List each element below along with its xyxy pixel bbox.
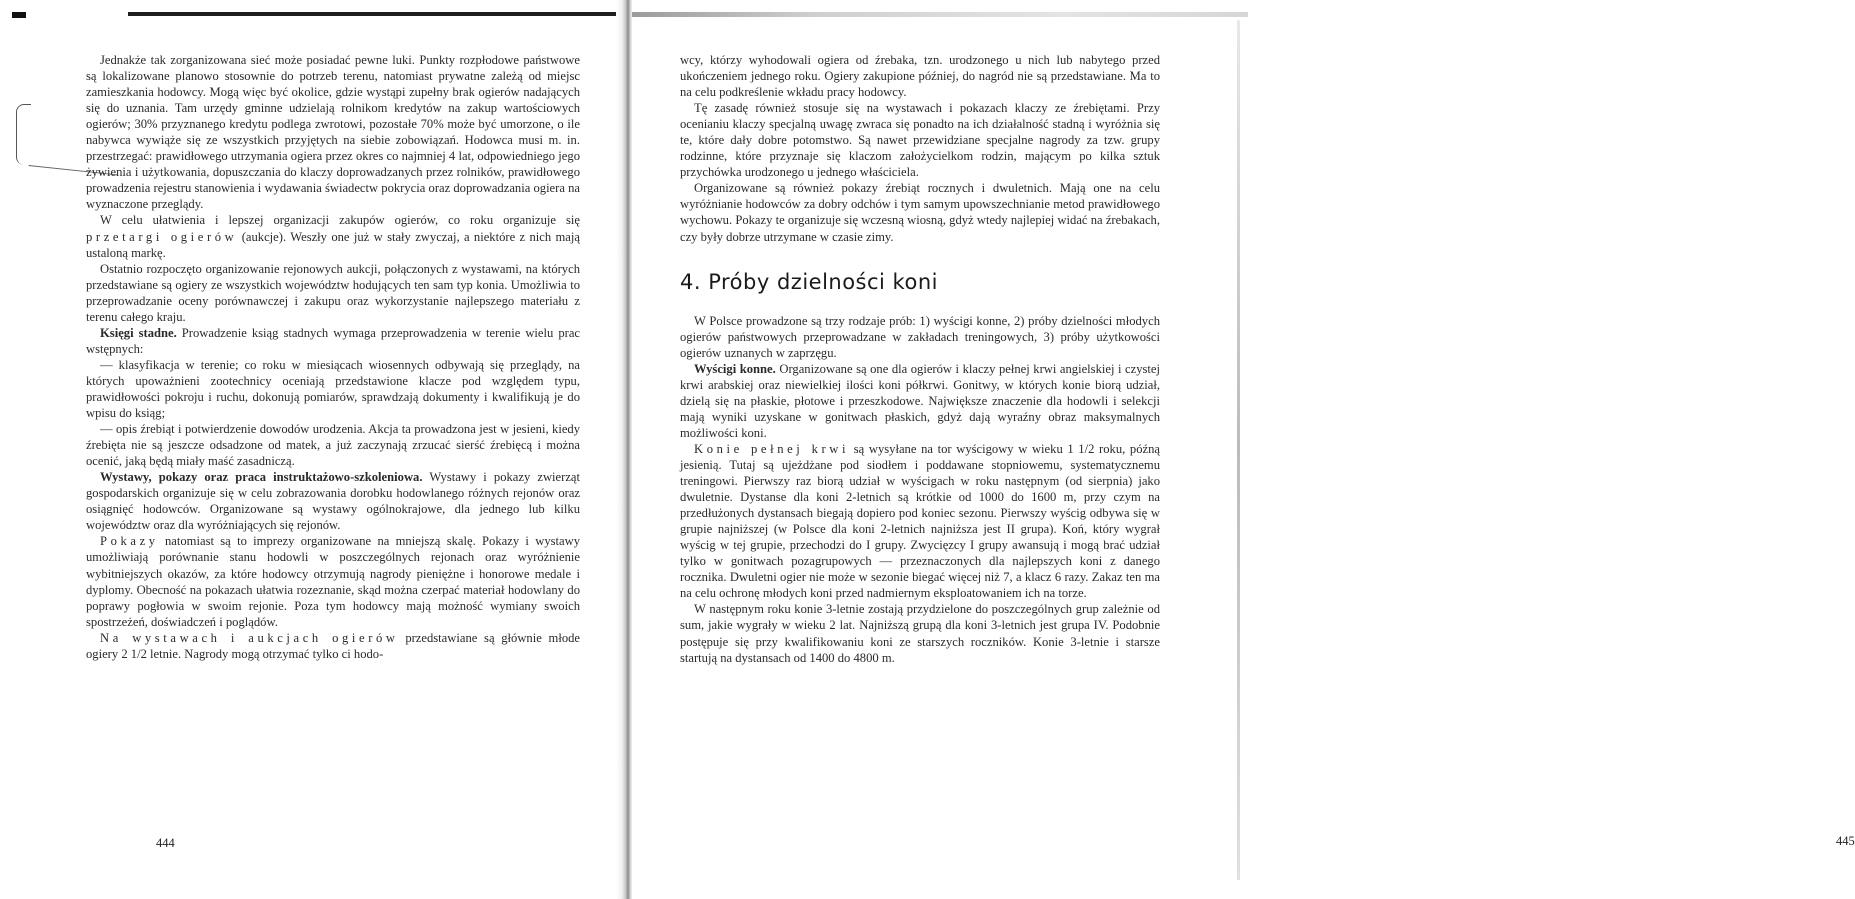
text-run: Prowadzenie ksiąg stadnych wymaga przeprowadzenia w terenie wielu prac wstępnych: <box>86 325 581 356</box>
text-run: Wystawy i pokazy zwierząt gospodarskich organizuje się w celu zobrazowania dorobku hodowlanego różnych rejonów oraz osiągnięć hodowców. Organizowane są wystawy ogólnokrajowe, dla jednego lub kilku województw oraz dla wyróżniających się rejonów. <box>86 470 581 533</box>
paragraph <box>680 441 1160 601</box>
paragraph <box>86 325 580 357</box>
spaced-term: przetargi ogierów <box>86 229 238 244</box>
chapter-heading: 4. Próby dzielności koni <box>680 269 938 294</box>
text-run: są wysyłane na tor wyścigowy w wieku 1 1/2 roku, późną jesienią. Tutaj są ujeżdżane pod siodłem i poddawane stopniowemu, systematycznemu treningowi. Pierwszy raz biorą udział w wyścigach w roku następnym (od sierpnia) jako dwuletnie. Dystanse dla koni 2-letnich są krótkie od 1000 do 1600 m, przy czym na przedłużonych dystansach biegają dopiero pod koniec sezonu. Pierwszy wyścig odbywa się w grupie najniższej (w Polsce dla koni 2-letnich najniższa jest II grupa). Koń, który wygrał wyścig w tej grupie, przechodzi do I grupy. Zwycięzcy I grupy awansują i mogą brać udział tylko w gonitwach pozagrupowych — przeznaczonych dla najlepszych koni z danego rocznika. Dwuletni ogier nie może w sezonie biegać więcej niż 7, a klacz 6 razy. Zakaz ten ma na celu ochronę młodych koni przed nadmiernym eksploatowaniem ich na torze. <box>680 441 1160 601</box>
page-number: 444 <box>156 836 175 850</box>
list-item: — opis źrebiąt i potwierdzenie dowodów urodzenia. Akcja ta prowadzona jest w jesieni, kiedy źrebięta nie są jeszcze odsadzone od matek, a już zaczynają zrzucać sierść źrebięcą i można ocenić, jaką będą miały maść zasadniczą. <box>86 422 580 469</box>
spaced-term: Na wystawach i aukcjach ogierów <box>100 630 399 645</box>
list-item: — klasyfikacja w terenie; co roku w miesiącach wiosennych odbywają się przeglądy, na których upoważnieni zootechnicy oceniają przedstawione klacze pod względem typu, prawidłowości pokroju i ruchu, dokonują pomiarów, sprawdzają dokumenty i kwalifikują je do wpisu do ksiąg; <box>86 357 580 421</box>
section-run-in-heading: Wyścigi konne. <box>694 361 776 376</box>
scan-corner-mark <box>12 12 26 18</box>
text-run: natomiast są to imprezy organizowane na mniejszą skalę. Pokazy i wystawy umożliwiają porównanie stanu hodowli w poszczególnych rejonach oraz wyróżnienie wybitniejszych okazów, za które hodowcy otrzymują nagrody pieniężne i honorowe medale i dyplomy. Obecność na pokazach ułatwia rozeznanie, skąd można czerpać materiał hodowlany do poprawy pogłowia w swoim rejonie. Poza tym hodowcy mają możność wymiany swoich spostrzeżeń, doświadczeń i poglądów. <box>86 534 580 629</box>
paragraph: Ostatnio rozpoczęto organizowanie rejonowych aukcji, połączonych z wystawami, na których przedstawiane są ogiery ze wszystkich województw hodujących ten sam typ konia. Umożliwia to przeprowadzanie oceny porównawczej i zakupu oraz wykorzystanie najlepszego materiału z terenu całego kraju. <box>86 261 580 324</box>
paragraph <box>86 469 580 533</box>
left-page-text <box>86 52 580 662</box>
paragraph: W Polsce prowadzone są trzy rodzaje prób: 1) wyścigi konne, 2) próby dzielności młodych ogierów państwowych przeprowadzane w zakładach treningowych, 3) próby użytkowości ogierów uznanych w zaprzęgu. <box>680 313 1160 360</box>
paragraph <box>86 212 580 260</box>
paragraph <box>680 361 1160 441</box>
text-run: Organizowane są one dla ogierów i klaczy pełnej krwi angielskiej i czystej krwi arabskiej oraz niewielkiej ilości koni półkrwi. Gonitwy, w których konie biorą udział, dzielą się na płaskie, płotowe i przeszkodowe. Największe znaczenie dla hodowli i selekcji mają wyniki uzyskane w gonitwach płaskich, gdyż dają wyraźny obraz maksymalnych możliwości koni. <box>680 361 1160 440</box>
right-top-edge <box>628 12 1248 17</box>
right-page-text <box>680 52 1160 666</box>
paragraph <box>86 630 580 662</box>
margin-bracket-annotation <box>16 104 31 165</box>
paragraph <box>86 533 580 629</box>
paragraph: W następnym roku konie 3-letnie zostają przydzielone do poszczególnych grup zależnie od sum, jakie wygrały w wieku 2 lat. Najniższą grupą dla koni 3-letnich jest grupa IV. Podobnie postępuje się przy kwalifikowaniu koni ze starszych roczników. Konie 3-letnie i starsze startują na dystansach od 1400 do 4800 m. <box>680 602 1160 665</box>
spaced-term: Pokazy <box>100 534 159 549</box>
right-page-edge <box>1237 20 1240 880</box>
left-top-edge <box>128 12 623 16</box>
spaced-term: Konie pełnej krwi <box>694 441 850 456</box>
text-run: (aukcje). Weszły one już w stały zwyczaj, a niektóre z nich mają ustaloną markę. <box>86 229 580 260</box>
paragraph: Organizowane są również pokazy źrebiąt rocznych i dwuletnich. Mają one na celu wyróżnianie hodowców za dobry odchów i tym samym upowszechnianie metod prawidłowego wychowu. Pokazy te organizuje się wczesną wiosną, gdyż wtedy najlepiej widać na źrebakach, czy były dobrze utrzymane w czasie zimy. <box>680 181 1160 244</box>
page-number: 445 <box>1836 834 1855 848</box>
text-run: przedstawiane są głównie młode ogiery 2 1/2 letnie. Nagrody mogą otrzymać tylko ci hodo- <box>86 630 581 661</box>
paragraph: Tę zasadę również stosuje się na wystawach i pokazach klaczy ze źrebiętami. Przy ocenianiu klaczy specjalną uwagę zwraca się ponadto na ich działalność stadną i wyróżnia się te, które dały dobre potomstwo. Są nawet przewidziane specjalne nagrody za tzw. grupy rodzinne, które przyznaje się klaczom założycielkom rodzin, mającym po kilka sztuk przychówka urodzonego u jednego właściciela. <box>680 101 1160 180</box>
section-run-in-heading: Wystawy, pokazy oraz praca instruktażowo-szkoleniowa. <box>100 470 423 485</box>
text-run: W celu ułatwienia i lepszej organizacji zakupów ogierów, co roku organizuje się <box>100 213 580 228</box>
section-run-in-heading: Księgi stadne. <box>100 325 177 340</box>
paragraph: Jednakże tak zorganizowana sieć może posiadać pewne luki. Punkty rozpłodowe państwowe są lokalizowane planowo stosownie do potrzeb terenu, natomiast prywatne zależą od miejsc zamieszkania hodowcy. Mogą więc być okolice, gdzie wystąpi zupełny brak ogierów nadających się do uznania. Tam urzędy gminne udzielają rolnikom kredytów na zakup wartościowych ogierów; 30% przyznanego kredytu podlega zwrotowi, pozostałe 70% może być umorzone, o ile nabywca wywiąże się ze wszystkich przyjętych na siebie zobowiązań. Hodowca musi m. in. przestrzegać: prawidłowego utrzymania ogiera przez okres co najmniej 4 lat, odpowiedniego jego żywienia i użytkowania, dopuszczania do klaczy doprowadzanych przez rolników, prawidłowego prowadzenia rejestru stanowienia i wydawania świadectw pokrycia oraz doprowadzania ogiera na wyznaczone przeglądy. <box>86 53 580 212</box>
paragraph: wcy, którzy wyhodowali ogiera od źrebaka, tzn. urodzonego u nich lub nabytego przed ukończeniem jednego roku. Ogiery zakupione później, do nagród nie są przedstawiane. Ma to na celu podkreślenie wkładu pracy hodowcy. <box>680 53 1160 100</box>
book-gutter <box>616 0 632 899</box>
